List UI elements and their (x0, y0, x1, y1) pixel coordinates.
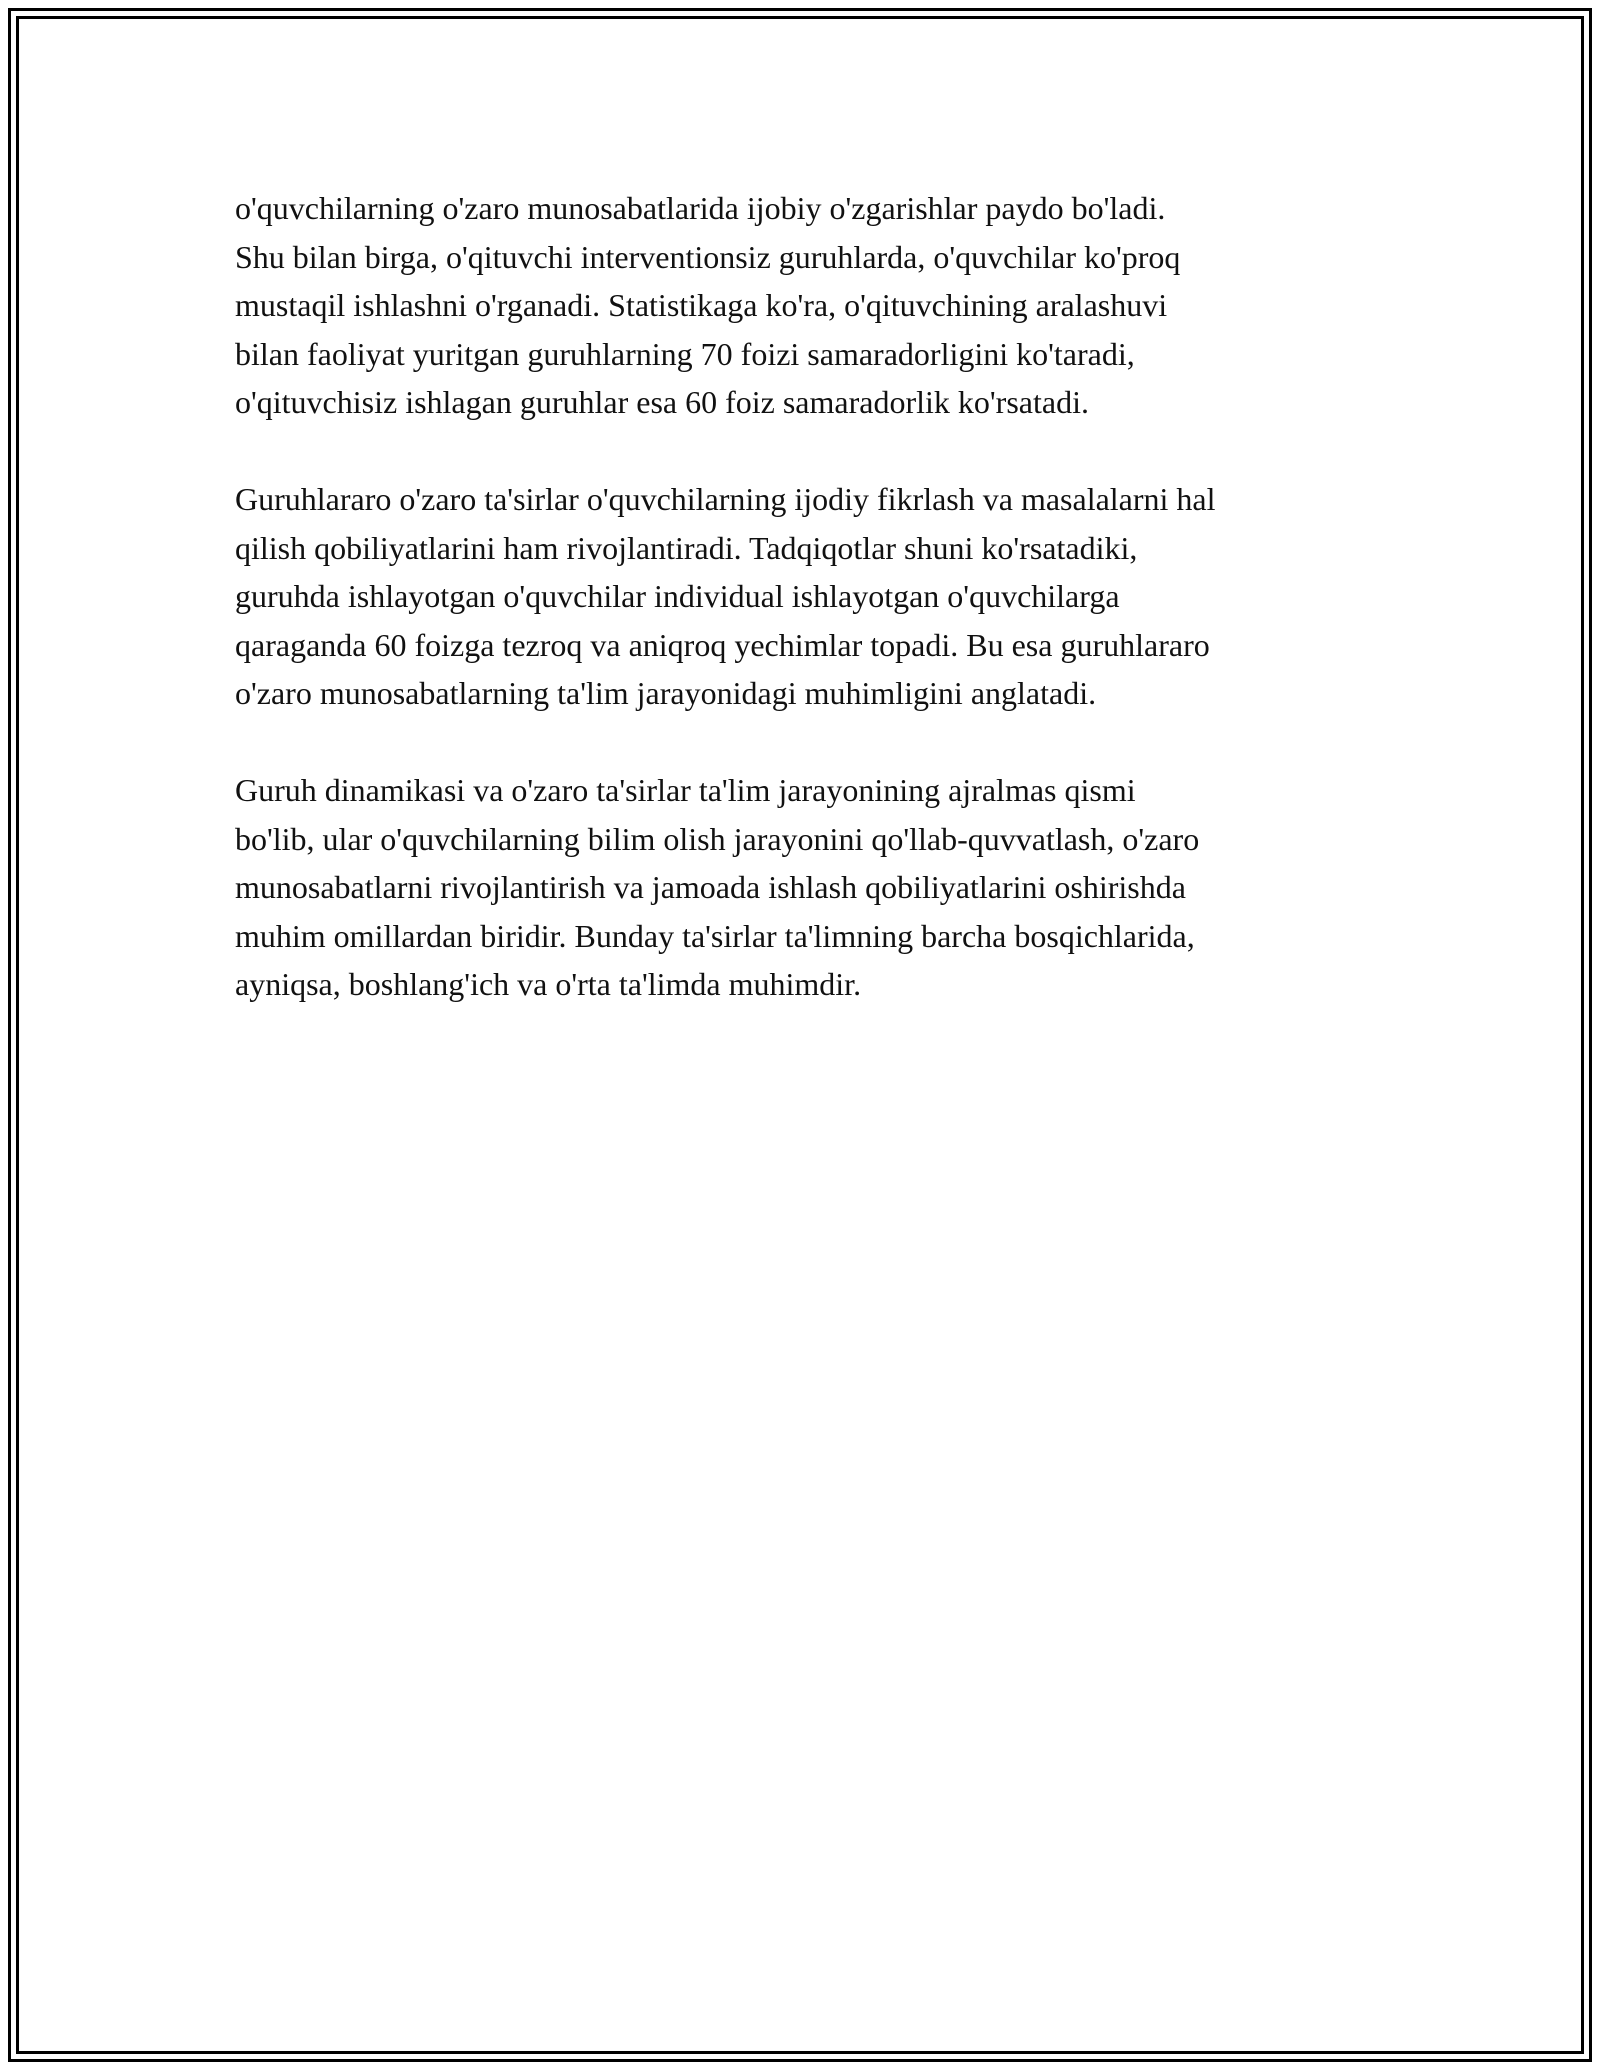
text-line: o'zaro munosabatlarning ta'lim jarayonidagi muhimligini anglatadi. (235, 675, 1097, 711)
text-line: o'quvchilarning o'zaro munosabatlarida ijobiy o'zgarishlar paydo bo'ladi. (235, 190, 1166, 226)
text-line: Guruh dinamikasi va o'zaro ta'sirlar ta'lim jarayonining ajralmas qismi (235, 772, 1136, 808)
text-line: bilan faoliyat yuritgan guruhlarning 70 foizi samaradorligini ko'taradi, (235, 335, 1135, 372)
text-line: ayniqsa, boshlang'ich va o'rta ta'limda muhimdir. (235, 966, 862, 1002)
text-line: qilish qobiliyatlarini ham rivojlantiradi. Tadqiqotlar shuni ko'rsatadiki, (235, 529, 1138, 566)
text-line: mustaqil ishlashni o'rganadi. Statistikaga ko'ra, o'qituvchining aralashuvi (235, 287, 1168, 323)
text-line: munosabatlarni rivojlantirish va jamoada ishlash qobiliyatlarini oshirishda (235, 869, 1186, 905)
text-line: guruhda ishlayotgan o'quvchilar individual ishlayotgan o'quvchilarga (235, 578, 1120, 614)
text-line: qaraganda 60 foizga tezroq va aniqroq yechimlar topadi. Bu esa guruhlararo (235, 626, 1210, 663)
paragraph-2 (235, 475, 1375, 718)
paragraph-1 (235, 184, 1375, 427)
document-body (235, 184, 1375, 1057)
text-line: bo'lib, ular o'quvchilarning bilim olish jarayonini qo'llab-quvvatlash, o'zaro (235, 820, 1200, 857)
paragraph-3 (235, 766, 1375, 1009)
text-line: muhim omillardan biridir. Bunday ta'sirlar ta'limning barcha bosqichlarida, (235, 917, 1195, 954)
text-line: o'qituvchisiz ishlagan guruhlar esa 60 foiz samaradorlik ko'rsatadi. (235, 384, 1089, 420)
text-line: Guruhlararo o'zaro ta'sirlar o'quvchilarning ijodiy fikrlash va masalalarni hal (235, 481, 1216, 517)
text-line: Shu bilan birga, o'qituvchi interventionsiz guruhlarda, o'quvchilar ko'proq (235, 238, 1181, 275)
